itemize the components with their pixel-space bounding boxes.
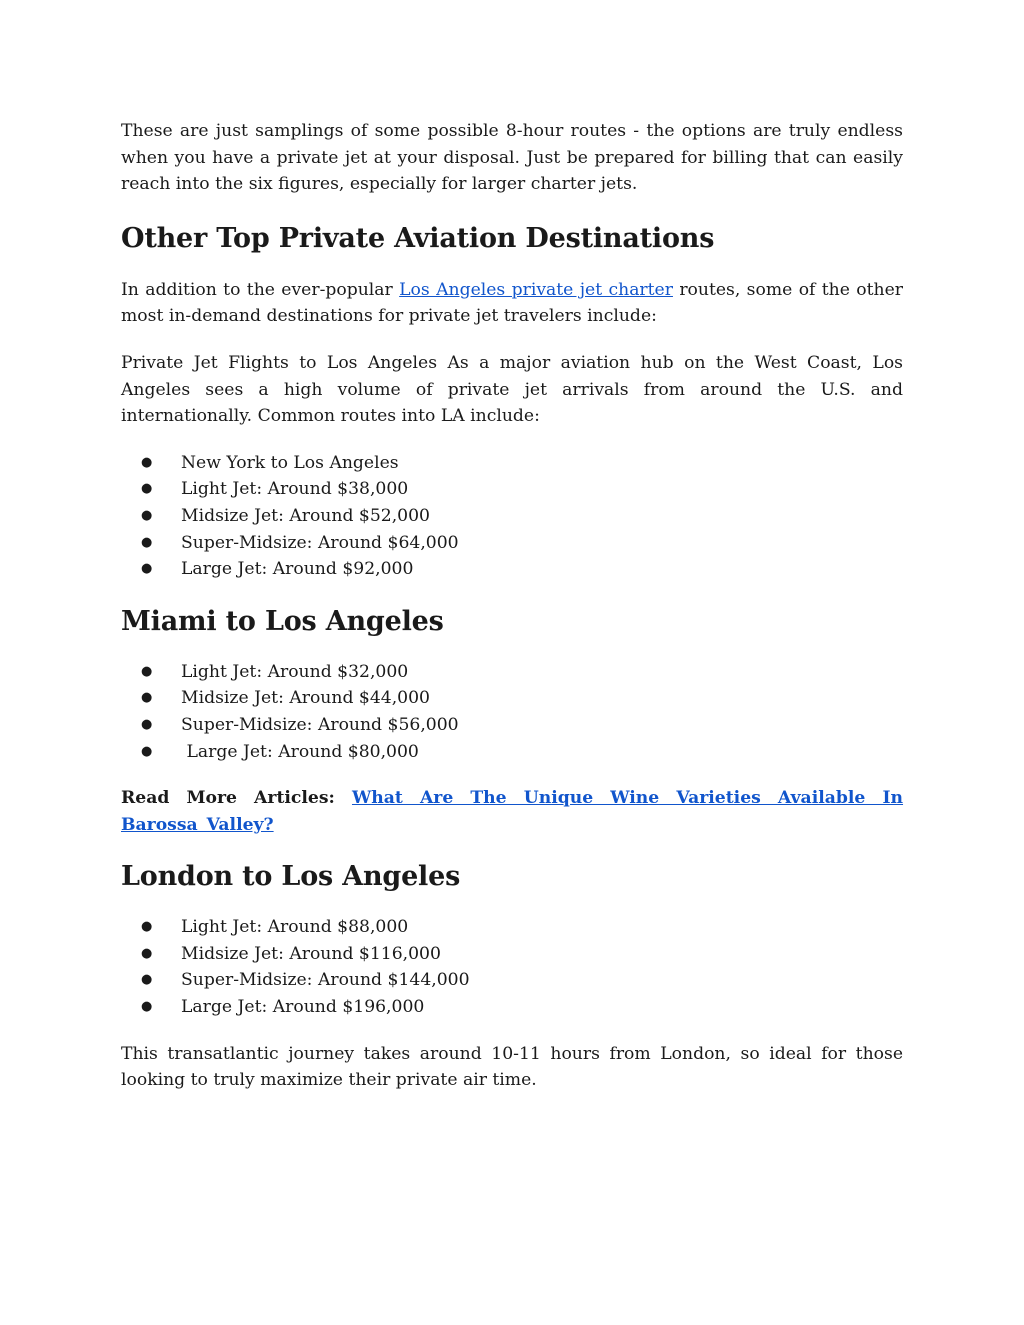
list-item: ● Super-Midsize: Around $56,000: [121, 712, 903, 739]
list-item: ● Midsize Jet: Around $116,000: [121, 941, 903, 968]
list-item: ● Large Jet: Around $80,000: [121, 739, 903, 766]
read-more-article-link[interactable]: What Are The Unique Wine Varieties Available In Barossa Valley?: [121, 788, 904, 835]
bullet-icon: ●: [141, 663, 153, 679]
bullet-icon: ●: [141, 999, 153, 1015]
list-item: ● Light Jet: Around $32,000: [121, 659, 903, 686]
paragraph-ever-popular-end: routes, some of the other most in-demand destinations for private jet travelers include:: [121, 279, 903, 327]
bullet-icon: ●: [141, 561, 153, 577]
london-routes-list: [121, 914, 903, 1020]
bullet-icon: ●: [141, 972, 153, 988]
paragraph-ever-popular: [121, 277, 903, 330]
bullet-icon: ●: [141, 534, 153, 550]
list-item: ● Light Jet: Around $38,000: [121, 476, 903, 503]
paragraph-la-hub: Private Jet Flights to Los Angeles As a major aviation hub on the West Coast, Los Angeles sees a high volume of private jet arrivals from around the U.S. and internationally. Common routes into LA include:: [121, 352, 903, 427]
read-more-paragraph: [121, 785, 903, 838]
list-item: ● Super-Midsize: Around $144,000: [121, 967, 903, 994]
los-angeles-charter-link[interactable]: Los Angeles private jet charter: [399, 279, 673, 300]
bullet-icon: ●: [141, 919, 153, 935]
list-item: ● Midsize Jet: Around $44,000: [121, 685, 903, 712]
read-more-label: Read More Articles:: [121, 788, 335, 809]
bullet-icon: ●: [141, 945, 153, 961]
intro-paragraph: These are just samplings of some possible 8-hour routes - the options are truly endless when you have a private jet at your disposal. Just be prepared for billing that can easily reach into the six figures, especially for larger charter jets.: [121, 121, 903, 195]
document-page: [121, 118, 903, 1094]
miami-routes-list: [121, 659, 903, 765]
la-routes-list: [121, 450, 903, 583]
bullet-icon: ●: [141, 690, 153, 706]
heading-other-destinations: Other Top Private Aviation Destinations: [121, 222, 715, 254]
list-item: ● Midsize Jet: Around $52,000: [121, 503, 903, 530]
bullet-icon: ●: [141, 743, 153, 759]
closing-paragraph: This transatlantic journey takes around 10-11 hours from London, so ideal for those looking to truly maximize their private air time.: [121, 1043, 903, 1091]
bullet-icon: ●: [141, 507, 153, 523]
bullet-icon: ●: [141, 454, 153, 470]
list-item: ● Large Jet: Around $92,000: [121, 556, 903, 583]
paragraph-ever-popular-start: In addition to the ever-popular: [121, 279, 400, 300]
list-item: ● Large Jet: Around $196,000: [121, 994, 903, 1021]
bullet-icon: ●: [141, 716, 153, 732]
list-item: ● Super-Midsize: Around $64,000: [121, 530, 903, 557]
heading-london: London to Los Angeles: [121, 861, 461, 893]
list-item: ● New York to Los Angeles: [121, 450, 903, 477]
bullet-icon: ●: [141, 481, 153, 497]
heading-miami: Miami to Los Angeles: [121, 605, 444, 637]
list-item: ● Light Jet: Around $88,000: [121, 914, 903, 941]
